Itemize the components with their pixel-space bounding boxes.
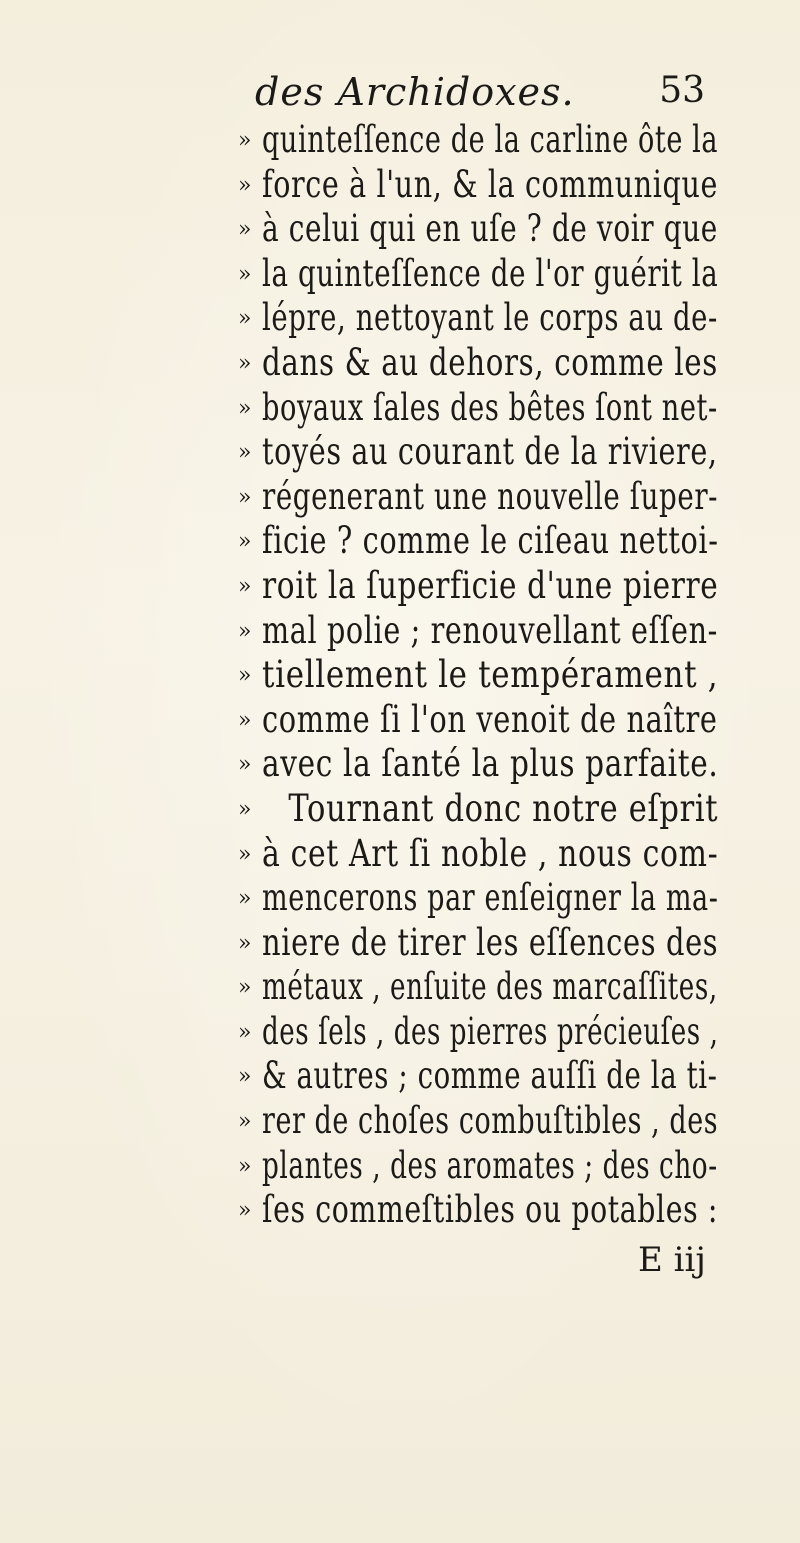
line-text: métaux , enſuite des marcaſſites,	[262, 965, 718, 1009]
quotation-mark: »	[238, 529, 252, 555]
text-line	[238, 475, 718, 520]
text-line	[238, 341, 718, 386]
line-text: boyaux ſales des bêtes ſont net-	[262, 385, 718, 429]
quotation-mark: »	[238, 306, 252, 332]
quotation-mark: »	[238, 172, 252, 198]
text-line	[238, 965, 718, 1010]
line-text: dans & au dehors, comme les	[262, 340, 718, 384]
quotation-mark: »	[238, 1064, 252, 1090]
line-text: avec la ſanté la plus parfaite.	[262, 742, 719, 786]
line-text: mal polie ; renouvellant eſſen-	[262, 608, 718, 652]
text-line	[238, 430, 718, 475]
line-text: à cet Art ſi noble , nous com-	[262, 831, 719, 875]
page-number: 53	[659, 70, 705, 111]
text-line	[238, 787, 718, 832]
quotation-mark: »	[238, 484, 252, 510]
text-line	[238, 118, 718, 163]
quotation-mark: »	[238, 1019, 252, 1045]
text-line	[238, 386, 718, 431]
line-text: & autres ; comme auſſi de la ti-	[262, 1054, 718, 1098]
quotation-mark: »	[238, 1198, 252, 1224]
line-text: à celui qui en uſe ? de voir que	[262, 207, 718, 251]
quotation-mark: »	[238, 261, 252, 287]
text-line	[238, 1188, 718, 1233]
line-text: ficie ? comme le ciſeau nettoi-	[262, 519, 719, 563]
body-text	[238, 118, 718, 1233]
line-text: ſes commeſtibles ou potables :	[262, 1188, 719, 1232]
text-line	[238, 564, 718, 609]
running-title: des Archidoxes.	[255, 70, 575, 114]
signature-mark: E iij	[638, 1240, 706, 1280]
line-text: tiellement le tempérament ,	[262, 653, 719, 697]
line-text: comme ſi l'on venoit de naître	[262, 697, 718, 741]
text-line	[238, 163, 718, 208]
line-text: roit la ſuperficie d'une pierre	[262, 563, 719, 607]
line-text: lépre, nettoyant le corps au de-	[262, 296, 718, 340]
quotation-mark: »	[238, 1109, 252, 1135]
page-header	[255, 70, 705, 120]
text-line	[238, 609, 718, 654]
line-text: rer de choſes combuſtibles , des	[262, 1099, 719, 1143]
text-line	[238, 921, 718, 966]
quotation-mark: »	[238, 573, 252, 599]
quotation-mark: »	[238, 618, 252, 644]
quotation-mark: »	[238, 440, 252, 466]
quotation-mark: »	[238, 663, 252, 689]
quotation-mark: »	[238, 752, 252, 778]
quotation-mark: »	[238, 1153, 252, 1179]
quotation-mark: »	[238, 796, 252, 822]
quotation-mark: »	[238, 707, 252, 733]
quotation-mark: »	[238, 395, 252, 421]
text-line	[238, 698, 718, 743]
line-text: plantes , des aromates ; des cho-	[262, 1143, 718, 1187]
text-line	[238, 876, 718, 921]
line-text: toyés au courant de la riviere,	[262, 430, 718, 474]
line-text: la quinteſſence de l'or guérit la	[262, 251, 719, 295]
line-text: force à l'un, & la communique	[262, 162, 718, 206]
text-line	[238, 207, 718, 252]
line-text: quinteſſence de la carline ôte la	[262, 118, 719, 161]
line-text: mencerons par enſeigner la ma-	[262, 876, 719, 920]
quotation-mark: »	[238, 841, 252, 867]
quotation-mark: »	[238, 128, 252, 153]
text-line	[238, 1054, 718, 1099]
quotation-mark: »	[238, 217, 252, 243]
text-line	[238, 1010, 718, 1055]
text-line	[238, 742, 718, 787]
line-text: Tournant donc notre eſprit	[288, 786, 719, 830]
text-line	[238, 519, 718, 564]
quotation-mark: »	[238, 930, 252, 956]
text-line	[238, 832, 718, 877]
line-text: niere de tirer les eſſences des	[262, 920, 719, 964]
line-text: des ſels , des pierres précieuſes ,	[262, 1009, 719, 1053]
line-text: régenerant une nouvelle ſuper-	[262, 474, 719, 518]
text-line	[238, 1099, 718, 1144]
text-line	[238, 252, 718, 297]
text-line	[238, 296, 718, 341]
quotation-mark: »	[238, 886, 252, 912]
text-line	[238, 653, 718, 698]
text-line	[238, 1144, 718, 1189]
quotation-mark: »	[238, 350, 252, 376]
quotation-mark: »	[238, 975, 252, 1001]
